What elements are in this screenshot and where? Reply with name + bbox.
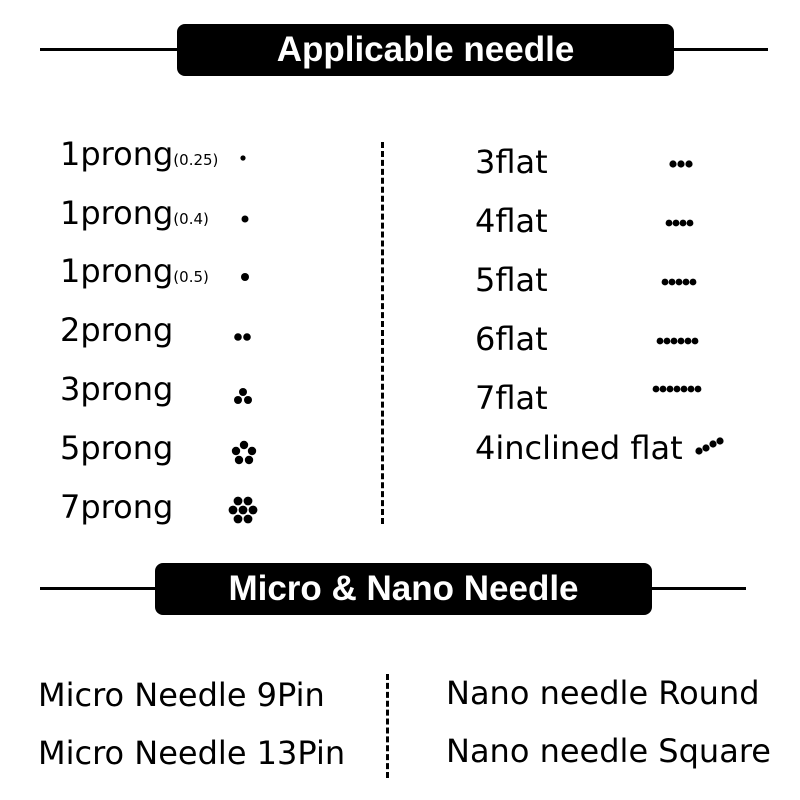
header-rule-right-1 xyxy=(672,48,768,51)
nano-needle-round-label: Nano needle Round xyxy=(446,674,760,712)
dot-05-icon xyxy=(238,270,252,284)
header-rule-left-2 xyxy=(40,587,158,590)
section-title-micro-nano-needle: Micro & Nano Needle xyxy=(155,563,652,615)
five-dots-cluster-icon xyxy=(230,440,258,466)
needle-1prong-025-label: 1prong(0.25) xyxy=(60,135,219,173)
column-divider-1 xyxy=(381,142,384,524)
two-dots-icon xyxy=(232,330,256,344)
three-dots-row-icon xyxy=(668,157,698,171)
inclined-dots-icon xyxy=(693,434,727,458)
dot-04-icon xyxy=(238,212,252,226)
needle-7prong-label: 7prong xyxy=(60,488,174,526)
needle-5flat-label: 5flat xyxy=(475,261,548,299)
needle-1prong-04-label: 1prong(0.4) xyxy=(60,194,209,232)
micro-needle-13pin-label: Micro Needle 13Pin xyxy=(38,734,346,772)
needle-2prong-label: 2prong xyxy=(60,311,174,349)
needle-4flat-label: 4flat xyxy=(475,202,548,240)
dot-025-icon xyxy=(236,152,250,166)
header-rule-right-2 xyxy=(650,587,746,590)
nano-needle-square-label: Nano needle Square xyxy=(446,732,771,770)
needle-3prong-label: 3prong xyxy=(60,370,174,408)
needle-3flat-label: 3flat xyxy=(475,143,548,181)
micro-needle-9pin-label: Micro Needle 9Pin xyxy=(38,676,325,714)
needle-1prong-05-label: 1prong(0.5) xyxy=(60,252,209,290)
needle-4inclined-flat-label: 4inclined flat xyxy=(475,429,683,467)
needle-6flat-label: 6flat xyxy=(475,320,548,358)
seven-dots-row-icon xyxy=(651,382,713,396)
five-dots-row-icon xyxy=(660,275,704,289)
column-divider-2 xyxy=(386,674,389,778)
seven-dots-cluster-icon xyxy=(228,496,258,524)
header-rule-left-1 xyxy=(40,48,180,51)
four-dots-row-icon xyxy=(664,216,700,230)
section-title-applicable-needle: Applicable needle xyxy=(177,24,674,76)
three-dots-cluster-icon xyxy=(232,386,256,408)
needle-7flat-label: 7flat xyxy=(475,379,548,417)
six-dots-row-icon xyxy=(655,334,707,348)
needle-5prong-label: 5prong xyxy=(60,429,174,467)
